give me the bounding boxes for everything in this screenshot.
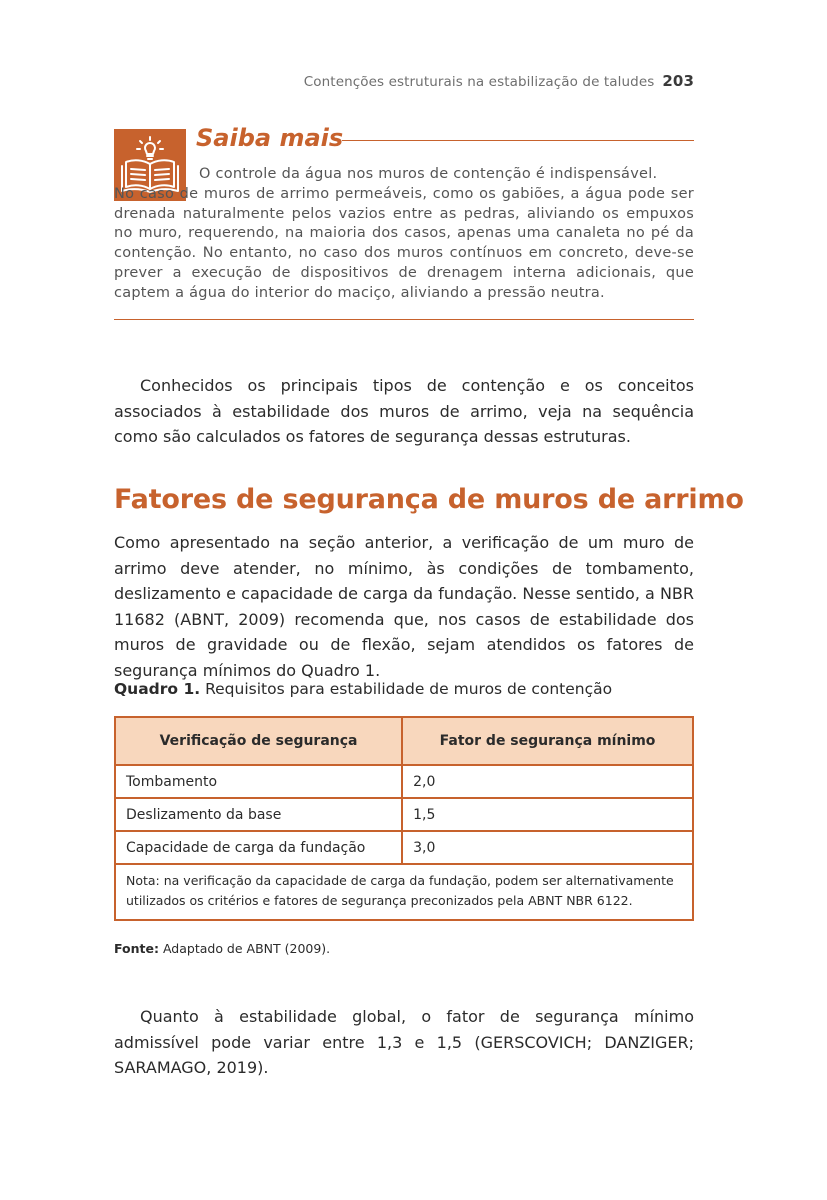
saiba-mais-title: Saiba mais [196,124,344,152]
table-row [115,831,693,864]
table-cell: 2,0 [402,765,693,798]
table-cell: Capacidade de carga da fundação [115,831,402,864]
table-note-row [115,864,693,920]
table-cell: 1,5 [402,798,693,831]
table-cell: 3,0 [402,831,693,864]
saiba-mais-bottom-rule [114,319,694,320]
table-caption [114,680,612,698]
table-cell: Deslizamento da base [115,798,402,831]
table-row [115,798,693,831]
table-source [114,941,330,956]
table-note: Nota: na verificação da capacidade de carga da fundação, podem ser alternativamente utilizados os critérios e fatores de segurança preconizados pela ABNT NBR 6122. [115,864,693,920]
saiba-mais-top-rule [342,140,694,141]
section-heading: Fatores de segurança de muros de arrimo [114,484,744,515]
running-header [114,72,694,90]
intro-paragraph: Conhecidos os principais tipos de contenção e os conceitos associados à estabilidade dos muros de arrimo, veja na sequência como são calculados os fatores de segurança dessas estruturas. [114,376,694,446]
saiba-mais-text-rest: No caso de muros de arrimo permeáveis, como os gabiões, a água pode ser drenada naturalmente pelos vazios entre as pedras, aliviando os empuxos no muro, requerendo, na maioria dos casos, apenas uma canaleta no pé da contenção. No entanto, no caso dos muros contínuos em concreto, deve-se prever a execução de dispositivos de drenagem interna adicionais, que captem a água do interior do maciço, aliviando a pressão neutra. [114,185,694,301]
table-header-cell: Fator de segurança mínimo [402,717,693,765]
table-caption-text: Requisitos para estabilidade de muros de contenção [200,680,613,698]
safety-factor-table [114,716,694,921]
table-header-cell: Verificação de segurança [115,717,402,765]
table-row [115,765,693,798]
final-paragraph: Quanto à estabilidade global, o fator de segurança mínimo admissível pode variar entre 1,3 e 1,5 (GERSCOVICH; DANZIGER; SARAMAGO, 2019). [114,1007,694,1077]
table-caption-label: Quadro 1. [114,680,201,698]
table-cell: Tombamento [115,765,402,798]
saiba-mais-text [114,165,694,304]
table-header-row [115,717,693,765]
running-title: Contenções estruturais na estabilização de taludes [303,74,655,90]
saiba-mais-text-first-line: O controle da água nos muros de contenção é indispensável. [199,166,658,182]
section-paragraph: Como apresentado na seção anterior, a verificação de um muro de arrimo deve atender, no mínimo, às condições de tombamento, deslizamento e capacidade de carga da fundação. Nesse sentido, a NBR 11682 (ABNT, 2009) recomenda que, nos casos de estabilidade dos muros de gravidade ou de flexão, sejam atendidos os fatores de segurança mínimos do Quadro 1. [114,533,694,680]
page-number: 203 [662,72,694,90]
table-source-label: Fonte: [114,941,159,956]
table-source-text: Adaptado de ABNT (2009). [158,941,331,956]
